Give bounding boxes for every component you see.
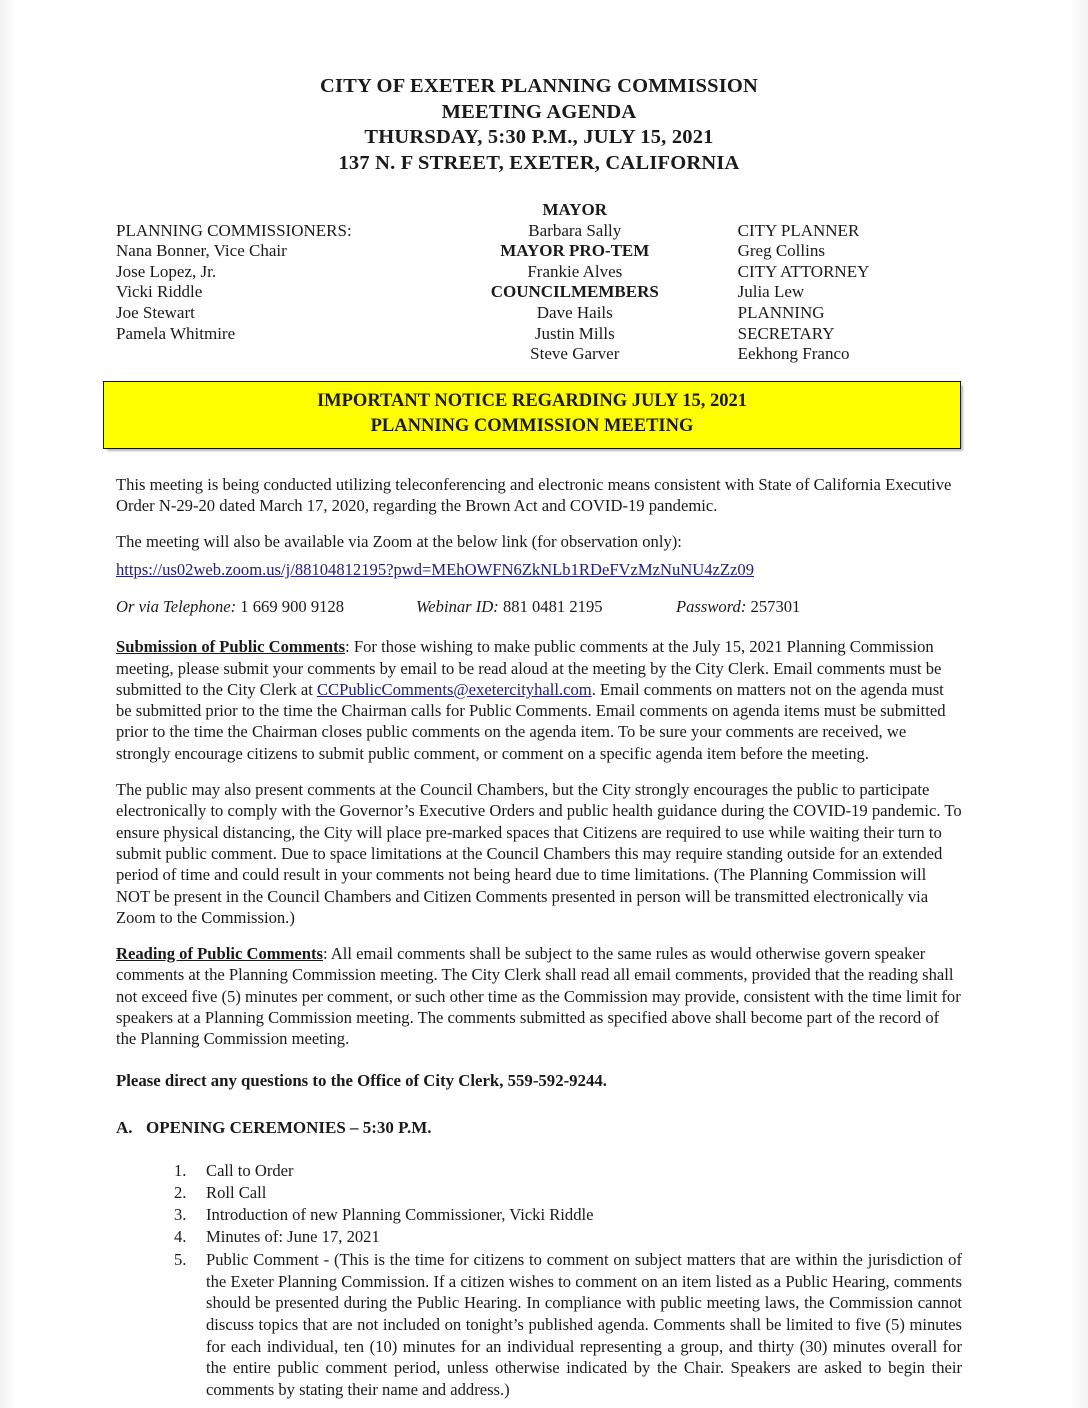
item-number: 5.: [174, 1250, 187, 1270]
city-planner-name: Greg Collins: [737, 241, 825, 261]
councilmember-name: Justin Mills: [534, 323, 615, 343]
list-item[interactable]: [116, 1249, 962, 1400]
commissioner-name: Pamela Whitmire: [116, 323, 236, 343]
item-number: 2.: [174, 1183, 187, 1203]
section-a-items: [116, 1160, 962, 1400]
password-label: Password:: [676, 596, 747, 616]
planning-secretary-label-line2: SECRETARY: [737, 323, 835, 343]
city-council-column: [448, 200, 702, 365]
item-number: 4.: [174, 1227, 187, 1247]
telephone-field: [116, 596, 416, 617]
commissioner-name: Jose Lopez, Jr.: [116, 261, 217, 281]
list-item[interactable]: [116, 1160, 962, 1181]
item-text: Roll Call: [206, 1183, 267, 1203]
item-text: Introduction of new Planning Commissioner, Vicki Riddle: [206, 1205, 594, 1225]
page-title: [116, 74, 962, 176]
teleconference-paragraph: This meeting is being conducted utilizing teleconferencing and electronic means consistent with State of California Executive Order N-29-20 dated March 17, 2020, regarding the Brown Act and COVID-19 pandemic.: [116, 474, 952, 516]
telephone-access-line: [116, 596, 962, 617]
telephone-label: Or via Telephone:: [116, 596, 237, 616]
webinar-id-field: [416, 596, 676, 617]
officials-roster: [116, 200, 962, 365]
planning-secretary-label-line1: PLANNING: [737, 302, 825, 322]
councilmembers-label: COUNCILMEMBERS: [490, 282, 659, 302]
planning-commissioners-heading: PLANNING COMMISSIONERS:: [116, 220, 352, 240]
councilmember-name: Steve Garver: [530, 344, 620, 364]
mayor-pro-tem-name: Frankie Alves: [527, 261, 623, 281]
mayor-name: Barbara Sally: [528, 220, 622, 240]
important-notice-wrapper: [116, 381, 962, 449]
webinar-id-value: 881 0481 2195: [502, 596, 603, 616]
list-item[interactable]: [116, 1226, 962, 1247]
list-item[interactable]: [116, 1204, 962, 1225]
webinar-id-label: Webinar ID:: [416, 596, 499, 616]
item-text: Minutes of: June 17, 2021: [206, 1227, 380, 1247]
zoom-link-paragraph: [116, 559, 962, 580]
mayor-label: MAYOR: [542, 200, 608, 219]
title-line-3: THURSDAY, 5:30 P.M., JULY 15, 2021: [364, 126, 714, 148]
reading-of-public-comments-paragraph: [116, 943, 962, 1049]
password-value: 257301: [750, 596, 801, 616]
planning-commissioners-column: [116, 200, 438, 365]
list-item[interactable]: [116, 1182, 962, 1203]
city-planner-label: CITY PLANNER: [737, 220, 860, 240]
title-line-2: MEETING AGENDA: [441, 100, 637, 123]
section-a-heading: [116, 1117, 962, 1138]
submission-text-before-email: : For those wishing to make public comments at the July 15, 2021 Planning Commission meeting, please submit your comments by email to be read aloud at the meeting by the City Clerk. Email comments must be submitted to the City Clerk at: [116, 637, 942, 699]
item-text: Call to Order: [206, 1161, 294, 1181]
telephone-value: 1 669 900 9128: [240, 596, 345, 616]
mayor-pro-tem-label: MAYOR PRO-TEM: [500, 241, 650, 261]
city-attorney-name: Julia Lew: [737, 282, 805, 302]
notice-line-1: IMPORTANT NOTICE REGARDING JULY 15, 2021: [316, 390, 748, 411]
questions-contact-line: Please direct any questions to the Office of City Clerk, 559-592-9244.: [116, 1070, 607, 1090]
title-line-1: CITY OF EXETER PLANNING COMMISSION: [319, 75, 759, 97]
planning-secretary-name: Eekhong Franco: [737, 344, 850, 364]
zoom-meeting-link[interactable]: https://us02web.zoom.us/j/88104812195?pwd=MEhOWFN6ZkNLb1RDeFVzMzNuNU4zZz09: [116, 559, 755, 579]
city-staff-column: [738, 200, 962, 365]
title-line-4: 137 N. F STREET, EXETER, CALIFORNIA: [338, 151, 740, 174]
councilmember-name: Dave Hails: [536, 302, 613, 322]
section-a-letter: A.: [116, 1117, 133, 1137]
council-chambers-paragraph: The public may also present comments at the Council Chambers, but the City strongly encourages the public to participate electronically to comply with the Governor’s Executive Orders and public health guidance during the COVID-19 pandemic. To ensure physical distancing, the City will place pre-marked spaces that Citizens are required to use while waiting their turn to submit public comment. Due to space limitations at the Council Chambers this may require standing outside for an extended period of time and could result in your comments not being heard due to time limitations. (The Planning Commission will NOT be present in the Council Chambers and Citizen Comments presented in person will be transmitted electronically via Zoom to the Commission.): [116, 780, 962, 927]
item-text: Public Comment - (This is the time for citizens to comment on subject matters that are within the jurisdiction of the Exeter Planning Commission. If a citizen wishes to comment on an item listed as a Public Hearing, comments should be presented during the Public Hearing. In compliance with public meeting laws, the Commission cannot discuss topics that are not included on tonight’s published agenda. Comments shall be limited to five (5) minutes for each individual, ten (10) minutes for an individual representing a group, and thirty (30) minutes overall for the entire public comment period, unless otherwise indicated by the Chair. Speakers are asked to begin their comments by stating their name and address.): [206, 1250, 962, 1399]
zoom-intro-paragraph: The meeting will also be available via Zoom at the below link (for observation only):: [116, 532, 682, 552]
public-comments-email-link[interactable]: CCPublicComments@exetercityhall.com: [316, 679, 592, 699]
reading-text: : All email comments shall be subject to the same rules as would otherwise govern speaker comments at the Planning Commission meeting. The City Clerk shall read all email comments, provided that the reading shall not exceed five (5) minutes per comment, or such other time as the Commission may provide, consistent with the time limit for speakers at a Planning Commission meeting. The comments submitted as specified above shall become part of the record of the Planning Commission meeting.: [116, 944, 961, 1049]
important-notice-banner: [103, 381, 961, 449]
submission-heading: Submission of Public Comments: [116, 637, 346, 657]
item-number: 1.: [174, 1161, 187, 1181]
page-content: [116, 74, 962, 1401]
submission-of-public-comments-paragraph: [116, 636, 962, 764]
section-a-title: OPENING CEREMONIES – 5:30 P.M.: [146, 1117, 432, 1137]
reading-heading: Reading of Public Comments: [116, 944, 323, 964]
commissioner-name: Nana Bonner, Vice Chair: [116, 241, 287, 261]
submission-text-after-email: . Email comments on matters not on the agenda must be submitted prior to the time the Chairman calls for Public Comments. Email comments on agenda items must be submitted prior to the time the Chairman closes public comments on the agenda item. To be sure your comments are received, we strongly encourage citizens to submit public comment, or comment on a specific agenda item before the meeting.: [116, 679, 946, 763]
item-number: 3.: [174, 1205, 187, 1225]
city-attorney-label: CITY ATTORNEY: [737, 261, 870, 281]
notice-line-2: PLANNING COMMISSION MEETING: [370, 415, 694, 436]
commissioner-name: Vicki Riddle: [116, 282, 203, 302]
commissioner-name: Joe Stewart: [116, 302, 195, 322]
password-field: [676, 596, 936, 617]
notice-body: [116, 474, 962, 1401]
